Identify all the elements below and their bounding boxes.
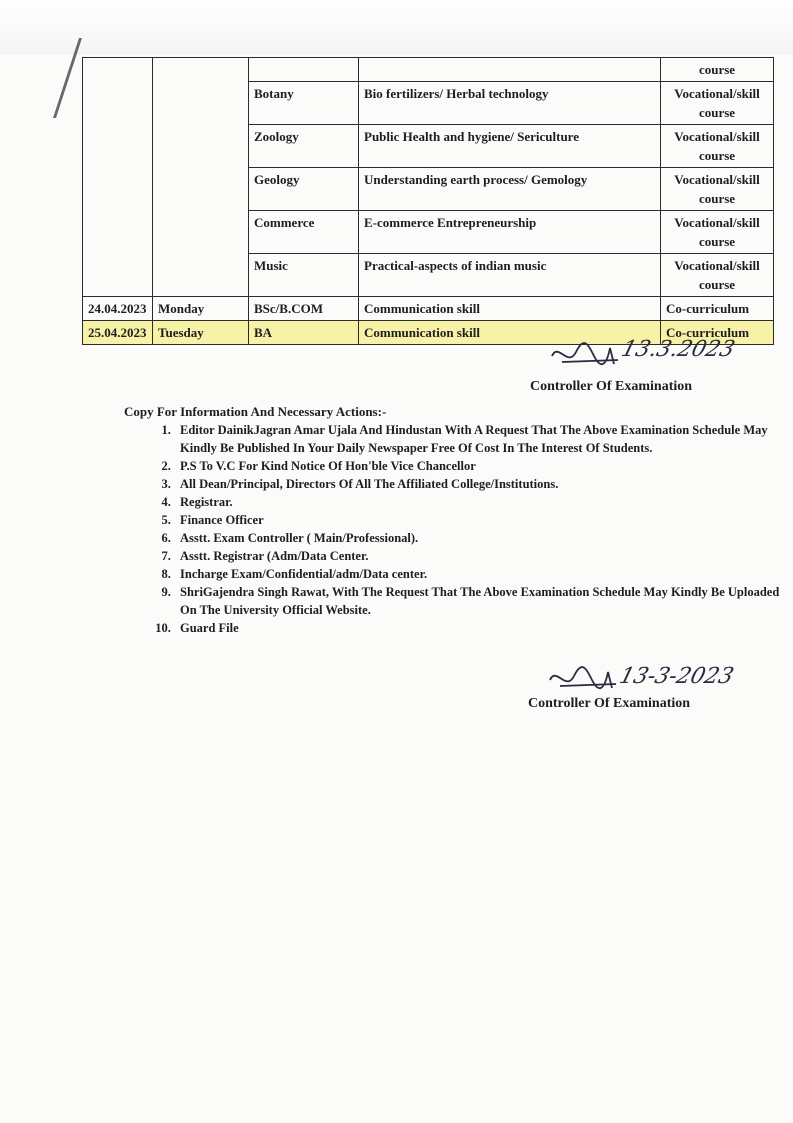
program-cell: Botany bbox=[249, 82, 359, 125]
signature-date-text: 13.3.2023 bbox=[618, 337, 738, 362]
category-cell: Vocational/skill course bbox=[661, 211, 774, 254]
paper-cell: Communication skill bbox=[359, 297, 661, 321]
list-item: 10. Guard File bbox=[174, 619, 793, 637]
paper-cell: Bio fertilizers/ Herbal technology bbox=[359, 82, 661, 125]
signature-date bbox=[618, 337, 738, 362]
exam-schedule-table bbox=[82, 57, 774, 345]
date-cell: 25.04.2023 bbox=[83, 321, 153, 345]
day-cell: Monday bbox=[153, 297, 249, 321]
program-cell: BSc/B.COM bbox=[249, 297, 359, 321]
paper-cell: Public Health and hygiene/ Sericulture bbox=[359, 125, 661, 168]
program-cell bbox=[249, 58, 359, 82]
list-item: 4. Registrar. bbox=[174, 493, 793, 511]
program-cell: Zoology bbox=[249, 125, 359, 168]
day-cell bbox=[153, 58, 249, 297]
category-cell: course bbox=[661, 58, 774, 82]
date-cell: 24.04.2023 bbox=[83, 297, 153, 321]
category-cell: Vocational/skill course bbox=[661, 125, 774, 168]
controller-title: Controller Of Examination bbox=[530, 379, 693, 394]
signature-scribble-icon bbox=[546, 662, 622, 696]
table-row bbox=[83, 297, 774, 321]
list-item: 1. Editor DainikJagran Amar Ujala And Hindustan With A Request That The Above Examination Schedule May Kindly Be Published In Your Daily Newspaper Free Of Cost In The Interest Of Students. bbox=[174, 421, 793, 457]
category-cell: Co-curriculum bbox=[661, 321, 774, 345]
controller-title: Controller Of Examination bbox=[528, 696, 691, 711]
scan-top-shadow bbox=[0, 0, 793, 55]
paper-cell: Communication skill bbox=[359, 321, 661, 345]
list-item: 5. Finance Officer bbox=[174, 511, 793, 529]
list-item: 3. All Dean/Principal, Directors Of All The Affiliated College/Institutions. bbox=[174, 475, 793, 493]
program-cell: Music bbox=[249, 254, 359, 297]
program-cell: BA bbox=[249, 321, 359, 345]
list-item: 9. ShriGajendra Singh Rawat, With The Request That The Above Examination Schedule May Kindly Be Uploaded On The University Official Website. bbox=[174, 583, 793, 619]
category-cell: Vocational/skill course bbox=[661, 82, 774, 125]
signature-date bbox=[616, 664, 737, 689]
category-cell: Vocational/skill course bbox=[661, 254, 774, 297]
list-item: 6. Asstt. Exam Controller ( Main/Professional). bbox=[174, 529, 793, 547]
program-cell: Commerce bbox=[249, 211, 359, 254]
paper-cell bbox=[359, 58, 661, 82]
copy-heading: Copy For Information And Necessary Actions:- bbox=[124, 404, 387, 419]
list-item: 7. Asstt. Registrar (Adm/Data Center. bbox=[174, 547, 793, 565]
signature-date-text: 13-3-2023 bbox=[616, 664, 737, 689]
signature-scribble-icon bbox=[548, 338, 624, 372]
category-cell: Vocational/skill course bbox=[661, 168, 774, 211]
list-item: 2. P.S To V.C For Kind Notice Of Hon'ble Vice Chancellor bbox=[174, 457, 793, 475]
program-cell: Geology bbox=[249, 168, 359, 211]
paper-cell: Practical-aspects of indian music bbox=[359, 254, 661, 297]
table-row bbox=[83, 58, 774, 82]
day-cell: Tuesday bbox=[153, 321, 249, 345]
handwritten-signature bbox=[548, 338, 624, 378]
action-list bbox=[124, 421, 793, 637]
paper-cell: E-commerce Entrepreneurship bbox=[359, 211, 661, 254]
date-cell bbox=[83, 58, 153, 297]
list-item: 8. Incharge Exam/Confidential/adm/Data center. bbox=[174, 565, 793, 583]
category-cell: Co-curriculum bbox=[661, 297, 774, 321]
paper-cell: Understanding earth process/ Gemology bbox=[359, 168, 661, 211]
